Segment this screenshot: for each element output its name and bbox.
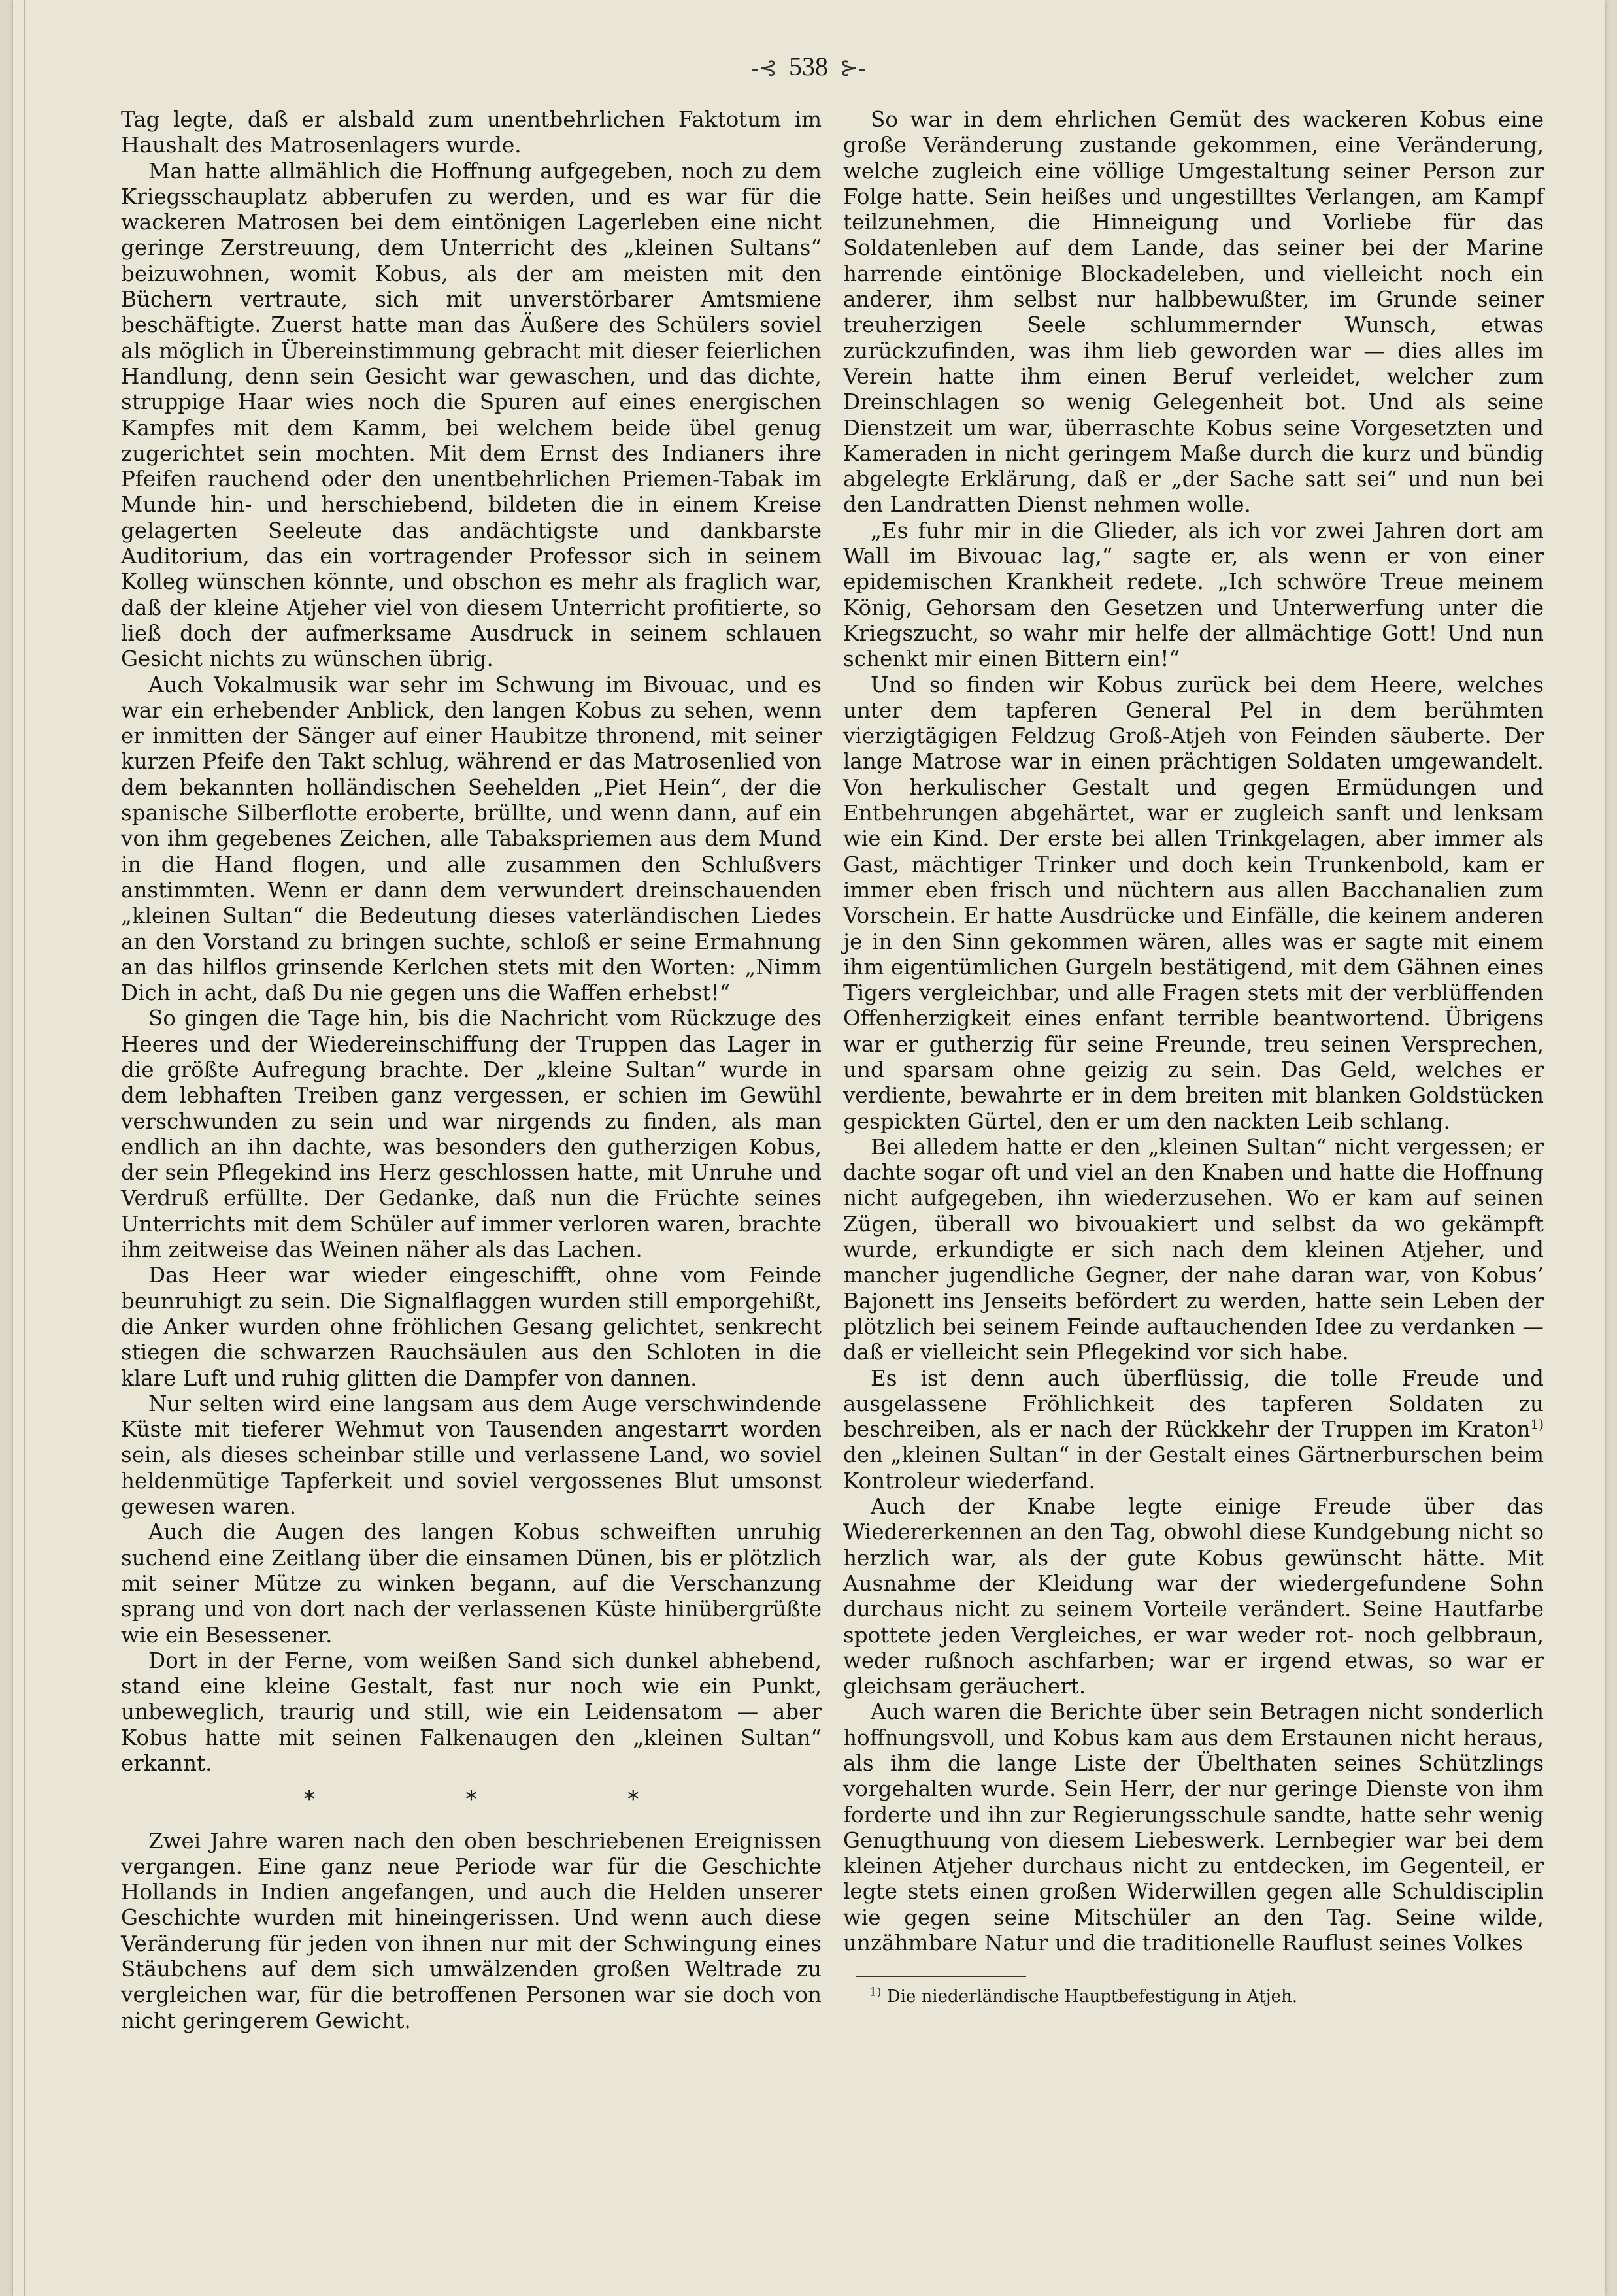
paragraph: Bei alledem hatte er den „kleinen Sultan“ nicht vergessen; er dachte sogar oft und viel an den Knaben und hatte die Hoffnung nicht aufgegeben, ihn wiederzusehen. Wo er kam auf seinen Zügen, überall wo bivouakiert und selbst da wo gekämpft wurde, erkundigte er sich nach dem kleinen Atjeher, und mancher jugendliche Gegner, der nahe daran war, von Kobus’ Bajonett ins Jenseits befördert zu werden, hatte sein Leben der plötzlich bei seinem Feinde auftauchenden Idee zu verdanken — daß er vielleicht sein Pflegekind vor sich habe. [843, 1134, 1544, 1365]
paragraph: Auch die Augen des langen Kobus schweiften unruhig suchend eine Zeitlang über die einsamen Dünen, bis er plötzlich mit seiner Mütze zu winken begann, auf die Verschanzung sprang und von dort nach der verlassenen Küste hinübergrüßte wie ein Besessener. [121, 1520, 822, 1648]
ornament-left-icon: -⊰ [751, 56, 777, 80]
paragraph: Nur selten wird eine langsam aus dem Auge verschwindende Küste mit tieferer Wehmut von Tausenden angestarrt worden sein, als dieses scheinbar stille und verlassene Land, wo soviel heldenmütige Tapferkeit und soviel vergossenes Blut umsonst gewesen waren. [121, 1391, 822, 1520]
page-number: 538 [789, 52, 828, 81]
footnote-mark: 1) [869, 1985, 882, 1999]
paragraph: „Es fuhr mir in die Glieder, als ich vor zwei Jahren dort am Wall im Bivouac lag,“ sagte er, als wenn er von einer epidemischen Krankheit redete. „Ich schwöre Treue meinem König, Gehorsam den Gesetzen und Unterwerfung unter die Kriegszucht, so wahr mir helfe der allmächtige Gott! Und nun schenkt mir einen Bittern ein!“ [843, 518, 1544, 672]
paragraph: Auch der Knabe legte einige Freude über das Wiedererkennen an den Tag, obwohl diese Kundgebung nicht so herzlich war, als der gute Kobus gewünscht hätte. Mit Ausnahme der Kleidung war der wiedergefundene Sohn durchaus nicht zu seinem Vorteile verändert. Seine Hautfarbe spottete jeden Vergleiches, er war weder rot- noch gelbbraun, weder rußnoch aschfarben; war er irgend etwas, so war er gleichsam geräuchert. [843, 1494, 1544, 1699]
paragraph: Man hatte allmählich die Hoffnung aufgegeben, noch zu dem Kriegsschauplatz abberufen zu werden, und es war für die wackeren Matrosen bei dem eintönigen Lagerleben eine nicht geringe Zerstreuung, dem Unterricht des „kleinen Sultans“ beizuwohnen, womit Kobus, als der am meisten mit den Büchern vertraute, sich mit unverstörbarer Amtsmiene beschäftigte. Zuerst hatte man das Äußere des Schülers soviel als möglich in Übereinstimmung gebracht mit dieser feierlichen Handlung, denn sein Gesicht war gewaschen, und das dichte, struppige Haar wies noch die Spuren auf eines energischen Kampfes mit dem Kamm, bei welchem beide übel genug zugerichtet sein mochten. Mit dem Ernst des Indianers ihre Pfeifen rauchend oder den unentbehrlichen Priemen-Tabak im Munde hin- und herschiebend, bildeten die in einem Kreise gelagerten Seeleute das andächtigste und dankbarste Auditorium, das ein vortragender Professor sich in seinem Kolleg wünschen könnte, und obschon es mehr als fraglich war, daß der kleine Atjeher viel von diesem Unterricht profitierte, so ließ doch der aufmerksame Ausdruck in seinem schlauen Gesicht nichts zu wünschen übrig. [121, 158, 822, 672]
paragraph: Zwei Jahre waren nach den oben beschriebenen Ereignissen vergangen. Eine ganz neue Periode war für die Geschichte Hollands in Indien angefangen, und auch die Helden unserer Geschichte wurden mit hineingerissen. Und wenn auch diese Veränderung für jeden von ihnen nur mit der Schwingung eines Stäubchens auf dem sich umwälzenden großen Weltrade zu vergleichen war, für die betroffenen Personen war sie doch von nicht geringerem Gewicht. [121, 1828, 822, 2033]
paragraph [843, 1366, 1544, 1494]
ornament-right-icon: ⊱- [840, 56, 866, 80]
paragraph: So gingen die Tage hin, bis die Nachricht vom Rückzuge des Heeres und der Wiedereinschiffung der Truppen das Lager in die größte Aufregung brachte. Der „kleine Sultan“ wurde in dem lebhaften Treiben ganz vergessen, er schien im Gewühl verschwunden zu sein und war nirgends zu finden, als man endlich an ihn dachte, was besonders den gutherzigen Kobus, der sein Pflegekind ins Herz geschlossen hatte, mit Unruhe und Verdruß erfüllte. Der Gedanke, daß nun die Früchte seines Unterrichts mit dem Schüler auf immer verloren waren, brachte ihm zeitweise das Weinen näher als das Lachen. [121, 1006, 822, 1263]
paragraph: So war in dem ehrlichen Gemüt des wackeren Kobus eine große Veränderung zustande gekommen, eine Veränderung, welche zugleich eine völlige Umgestaltung seiner Person zur Folge hatte. Sein heißes und ungestilltes Verlangen, am Kampf teilzunehmen, die Hinneigung und Vorliebe für das Soldatenleben auf dem Lande, das seiner bei der Marine harrende eintönige Blockadeleben, und vielleicht noch ein anderer, ihm selbst nur halbbewußter, im Grunde seiner treuherzigen Seele schlummernder Wunsch, etwas zurückzufinden, was ihm lieb geworden war — dies alles im Verein hatte ihm einen Beruf verleidet, welcher zum Dreinschlagen so wenig Gelegenheit bot. Und als seine Dienstzeit um war, überraschte Kobus seine Vorgesetzten und Kameraden in nicht geringem Maße durch die kurz und bündig abgelegte Erklärung, daß er „der Sache satt sei“ und nun bei den Landratten Dienst nehmen wolle. [843, 107, 1544, 518]
paragraph-text: den „kleinen Sultan“ in der Gestalt eines Gärtnerburschen beim Kontroleur wiederfand. [843, 1442, 1544, 1493]
paragraph: Und so finden wir Kobus zurück bei dem Heere, welches unter dem tapferen General Pel in dem berühmten vierzigtägigen Feldzug Groß-Atjeh von Feinden säuberte. Der lange Matrose war in einen prächtigen Soldaten umgewandelt. Von herkulischer Gestalt und gegen Ermüdungen und Entbehrungen abgehärtet, war er zugleich sanft und lenksam wie ein Kind. Der erste bei allen Trinkgelagen, aber immer als Gast, mächtiger Trinker und doch kein Trunkenbold, kam er immer eben frisch und nüchtern aus allen Bacchanalien zum Vorschein. Er hatte Ausdrücke und Einfälle, die keinem anderen je in den Sinn gekommen wären, alles was er sagte mit einem ihm eigentümlichen Gurgeln bestätigend, mit dem Gähnen eines Tigers vergleichbar, und alle Fragen stets mit der verblüffenden Offenherzigkeit eines enfant terrible beantwortend. Übrigens war er gutherzig für seine Freunde, treu seinen Versprechen, und sparsam ohne geizig zu sein. Das Geld, welches er verdiente, bewahrte er in dem breiten mit blanken Goldstücken gespickten Gürtel, den er um den nackten Leib schlang. [843, 672, 1544, 1134]
paragraph: Auch waren die Berichte über sein Betragen nicht sonderlich hoffnungsvoll, und Kobus kam aus dem Erstaunen nicht heraus, als ihm die lange Liste der Übelthaten seines Schützlings vorgehalten wurde. Sein Herr, der nur geringe Dienste von ihm forderte und ihn zur Regierungsschule sandte, hatte sehr wenig Genugthuung von diesem Liebeswerk. Lernbegier war bei dem kleinen Atjeher durchaus nicht zu entdecken, im Gegenteil, er legte stets einen großen Widerwillen gegen alle Schuldisciplin wie gegen seine Mitschüler an den Tag. Seine wilde, unzähmbare Natur und die traditionelle Rauflust seines Volkes [843, 1699, 1544, 1956]
paragraph: Dort in der Ferne, vom weißen Sand sich dunkel abhebend, stand eine kleine Gestalt, fast nur noch wie ein Punkt, unbeweglich, traurig und still, wie ein Leidensatom — aber Kobus hatte mit seinen Falkenaugen den „kleinen Sultan“ erkannt. [121, 1648, 822, 1776]
footnote-reference: 1) [1530, 1416, 1544, 1433]
footnote-divider [856, 1976, 1026, 1977]
paragraph-text: Es ist denn auch überflüssig, die tolle Freude und ausgelassene Fröhlichkeit des tapferen Soldaten zu beschreiben, als er nach der Rückkehr der Truppen im Kraton [843, 1365, 1544, 1442]
page-header [0, 51, 1617, 82]
right-column [843, 107, 1544, 2007]
paragraph: Auch Vokalmusik war sehr im Schwung im Bivouac, und es war ein erhebender Anblick, den langen Kobus zu sehen, wenn er inmitten der Sänger auf einer Haubitze thronend, mit seiner kurzen Pfeife den Takt schlug, während er das Matrosenlied von dem bekannten holländischen Seehelden „Piet Hein“, der die spanische Silberflotte eroberte, brüllte, und wenn dann, auf ein von ihm gegebenes Zeichen, alle Tabakspriemen aus dem Mund in die Hand flogen, und alle zusammen den Schlußvers anstimmten. Wenn er dann dem verwundert dreinschauenden „kleinen Sultan“ die Bedeutung dieses vaterländischen Liedes an den Vorstand zu bringen suchte, schloß er seine Ermahnung an das hilflos grinsende Kerlchen stets mit den Worten: „Nimm Dich in acht, daß Du nie gegen uns die Waffen erhebst!“ [121, 672, 822, 1006]
paragraph: Tag legte, daß er alsbald zum unentbehrlichen Faktotum im Haushalt des Matrosenlagers wurde. [121, 107, 822, 158]
section-break-stars: * * * [303, 1786, 711, 1813]
left-column [121, 107, 822, 2034]
footnote-text: Die niederländische Hauptbefestigung in Atjeh. [881, 1987, 1298, 2007]
paragraph: Das Heer war wieder eingeschifft, ohne vom Feinde beunruhigt zu sein. Die Signalflaggen wurden still emporgehißt, die Anker wurden ohne fröhlichen Gesang gelichtet, senkrecht stiegen die schwarzen Rauchsäulen aus den Schloten in die klare Luft und ruhig glitten die Dampfer von dannen. [121, 1263, 822, 1391]
binding-edge [24, 0, 25, 2296]
footnote [843, 1986, 1544, 2007]
